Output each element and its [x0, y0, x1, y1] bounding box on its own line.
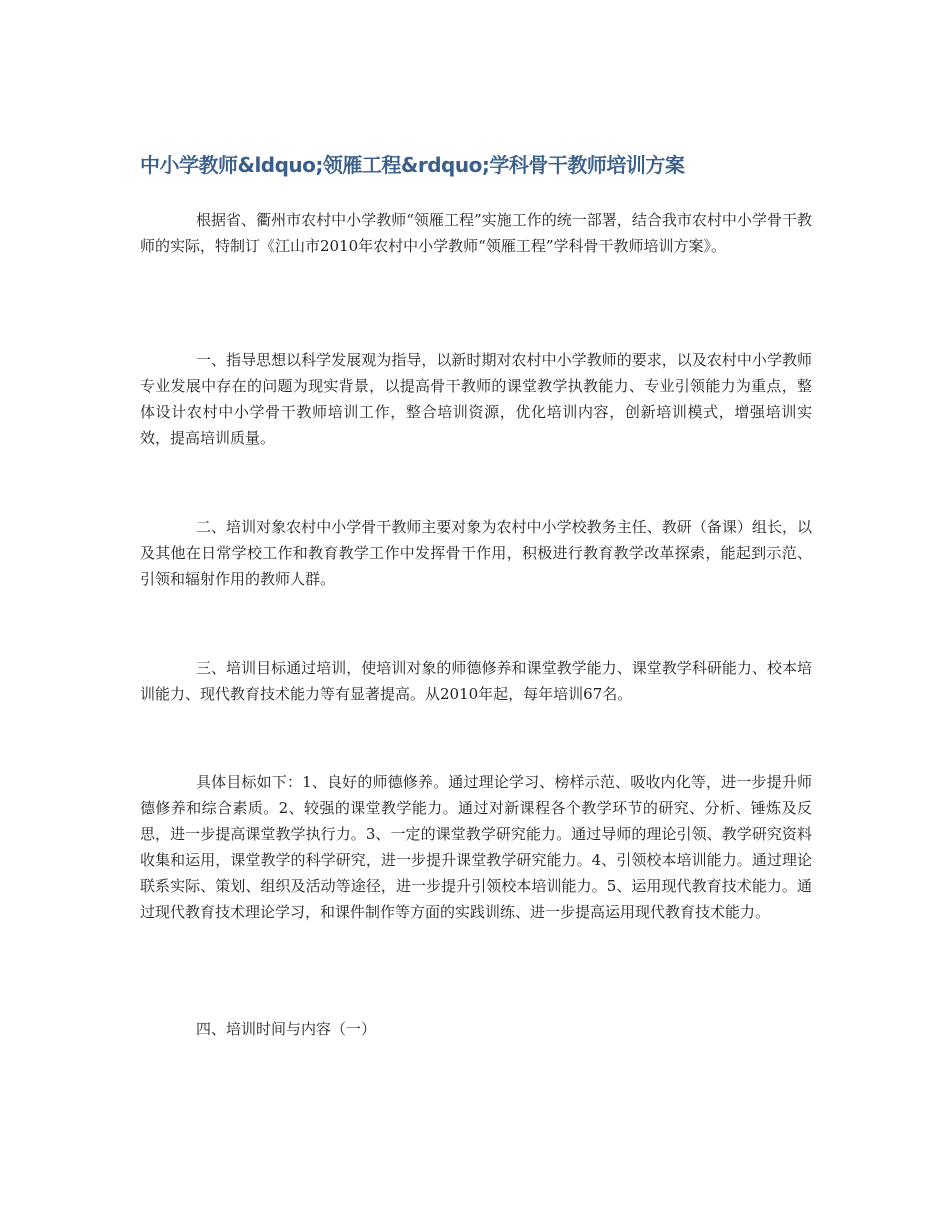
training-goal-paragraph: 三、培训目标通过培训，使培训对象的师德修养和课堂教学能力、课堂教学科研能力、校本培训能力、现代教育技术能力等有显著提高。从2010年起，每年培训67名。 [140, 659, 812, 703]
training-time-heading: 四、培训时间与内容（一） [196, 1020, 377, 1038]
guiding-principle-paragraph: 一、指导思想以科学发展观为指导，以新时期对农村中小学教师的要求，以及农村中小学教师专业发展中存在的问题为现实背景，以提高骨干教师的课堂教学执教能力、专业引领能力为重点，整体设计农村中小学骨干教师培训工作，整合培训资源，优化培训内容，创新培训模式，增强培训实效，提高培训质量。 [140, 351, 812, 447]
intro-paragraph: 根据省、衢州市农村中小学教师“领雁工程”实施工作的统一部署，结合我市农村中小学骨干教师的实际，特制订《江山市2010年农村中小学教师“领雁工程”学科骨干教师培训方案》。 [140, 211, 812, 255]
document-title: 中小学教师&ldquo;领雁工程&rdquo;学科骨干教师培训方案 [140, 153, 685, 177]
training-target-paragraph: 二、培训对象农村中小学骨干教师主要对象为农村中小学校教务主任、教研（备课）组长，以及其他在日常学校工作和教育教学工作中发挥骨干作用，积极进行教育教学改革探索，能起到示范、引领和辐射作用的教师人群。 [140, 518, 812, 588]
specific-goals-paragraph: 具体目标如下：1、良好的师德修养。通过理论学习、榜样示范、吸收内化等，进一步提升师德修养和综合素质。2、较强的课堂教学能力。通过对新课程各个教学环节的研究、分析、锤炼及反思，进一步提高课堂教学执行力。3、一定的课堂教学研究能力。通过导师的理论引领、教学研究资料收集和运用，课堂教学的科学研究，进一步提升课堂教学研究能力。4、引领校本培训能力。通过理论联系实际、策划、组织及活动等途径，进一步提升引领校本培训能力。5、运用现代教育技术能力。通过现代教育技术理论学习，和课件制作等方面的实践训练、进一步提高运用现代教育技术能力。 [140, 773, 812, 921]
